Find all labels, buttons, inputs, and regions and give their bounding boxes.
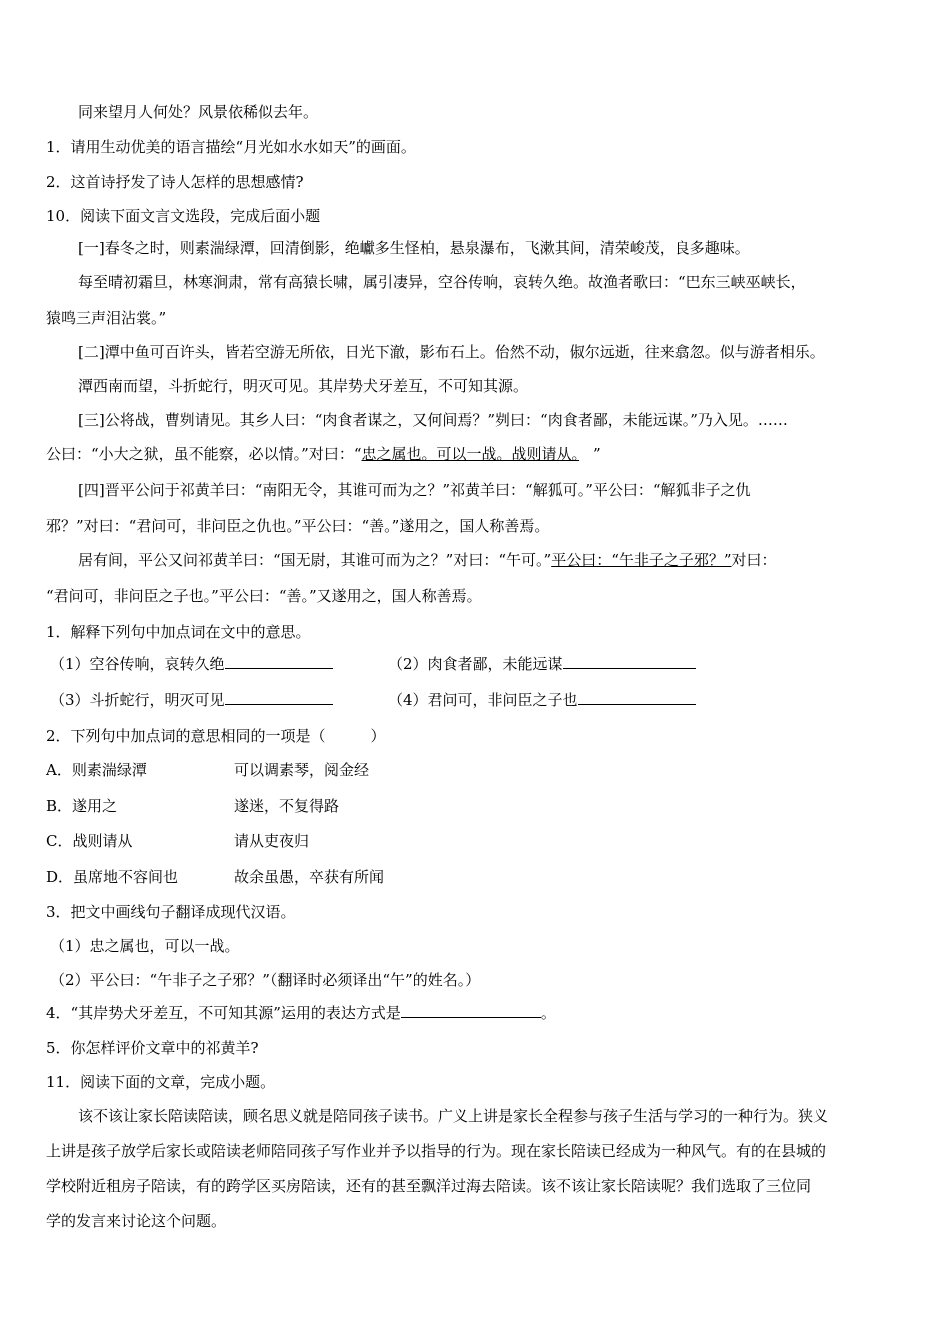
passage4-line2: 邪？”对曰：“君问可，非问臣之仇也。”平公曰：“善。”遂用之，国人称善焉。 xyxy=(46,517,550,535)
answer-blank[interactable] xyxy=(578,690,696,705)
option-c-right: 请从吏夜归 xyxy=(234,832,310,850)
sub1-item2 xyxy=(388,654,696,674)
option-c-left: C．战则请从 xyxy=(46,832,133,850)
sub4-text: 4．“其岸势犬牙差互，不可知其源”运用的表达方式是 xyxy=(46,1004,401,1022)
passage1-line1: [一]春冬之时，则素湍绿潭，回清倒影，绝巘多生怪柏，悬泉瀑布，飞漱其间，清荣峻茂，良多趣味。 xyxy=(78,239,750,257)
sub1-item3 xyxy=(50,690,333,710)
option-a-left: A．则素湍绿潭 xyxy=(46,761,147,779)
option-d-left: D．虽席地不容间也 xyxy=(46,868,179,886)
sub3-item1: （1）忠之属也，可以一战。 xyxy=(50,937,240,955)
passage1-line2: 每至晴初霜旦，林寒涧肃，常有高猿长啸，属引凄异，空谷传响，哀转久绝。故渔者歌曰：“巴东三峡巫峡长， xyxy=(78,273,806,291)
article-line3: 学校附近租房子陪读，有的跨学区买房陪读，还有的甚至飘洋过海去陪读。该不该让家长陪读呢？我们选取了三位同 xyxy=(46,1177,812,1195)
underlined-sentence-2: 平公曰：“午非子之子邪？” xyxy=(551,551,732,569)
passage3-close-quote: ” xyxy=(593,445,601,463)
passage3-line2 xyxy=(46,444,601,464)
passage4-line3 xyxy=(78,550,777,570)
passage3-line1: [三]公将战，曹刿请见。其乡人曰：“肉食者谋之，又何间焉？”刿曰：“肉食者鄙，未能远谋。”乃入见。…… xyxy=(78,411,788,429)
answer-blank[interactable] xyxy=(401,1003,541,1018)
passage4-reply: 对曰： xyxy=(731,551,777,569)
option-a-right: 可以调素琴，阅金经 xyxy=(234,761,370,779)
q10-heading: 10．阅读下面文言文选段，完成后面小题 xyxy=(46,207,321,225)
passage1-line3: 猿鸣三声泪沾裳。” xyxy=(46,309,167,327)
article-line4: 学的发言来讨论这个问题。 xyxy=(46,1212,227,1230)
option-b-right: 遂迷，不复得路 xyxy=(234,797,340,815)
underlined-sentence-1: 忠之属也。可以一战。战则请从。 xyxy=(361,445,580,463)
passage4-line1: [四]晋平公问于祁黄羊曰：“南阳无令，其谁可而为之？”祁黄羊曰：“解狐可。”平公曰：“解狐非子之仇 xyxy=(78,481,751,499)
sub1-item3-text: （3）斗折蛇行，明灭可见 xyxy=(50,691,225,709)
option-d-right: 故余虽愚，卒获有所闻 xyxy=(234,868,385,886)
answer-blank[interactable] xyxy=(225,690,333,705)
sub2-stem: 2．下列句中加点词的意思相同的一项是（ ） xyxy=(46,727,386,745)
sub4-end: 。 xyxy=(540,1004,556,1022)
sub1-item2-text: （2）肉食者鄙，未能远谋 xyxy=(388,655,563,673)
article-line1: 该不该让家长陪读陪读，顾名思义就是陪同孩子读书。广义上讲是家长全程参与孩子生活与学习的一种行为。狭义 xyxy=(78,1107,829,1125)
passage3-text: 公曰：“小大之狱，虽不能察，必以情。”对曰：“ xyxy=(46,445,362,463)
sub1-stem: 1．解释下列句中加点词在文中的意思。 xyxy=(46,623,311,641)
sub3-item2: （2）平公曰：“午非子之子邪？”（翻译时必须译出“午”的姓名。） xyxy=(50,971,481,989)
q11-heading: 11．阅读下面的文章，完成小题。 xyxy=(46,1073,276,1091)
answer-blank[interactable] xyxy=(225,654,333,669)
passage4-text: 居有间，平公又问祁黄羊曰：“国无尉，其谁可而为之？”对曰：“午可。” xyxy=(78,551,552,569)
passage2-line2: 潭西南而望，斗折蛇行，明灭可见。其岸势犬牙差互，不可知其源。 xyxy=(78,377,529,395)
sub5: 5．你怎样评价文章中的祁黄羊? xyxy=(46,1039,259,1057)
sub1-item4 xyxy=(388,690,696,710)
option-b-left: B．遂用之 xyxy=(46,797,118,815)
article-line2: 上讲是孩子放学后家长或陪读老师陪同孩子写作业并予以指导的行为。现在家长陪读已经成为一种风气。有的在县城的 xyxy=(46,1142,827,1160)
sub1-item1 xyxy=(50,654,333,674)
sub4 xyxy=(46,1003,556,1023)
passage4-line4: “君问可，非问臣之子也。”平公曰：“善。”又遂用之，国人称善焉。 xyxy=(46,587,482,605)
sub3-stem: 3．把文中画线句子翻译成现代汉语。 xyxy=(46,903,296,921)
poem-last-line: 同来望月人何处？风景依稀似去年。 xyxy=(78,103,319,121)
sub1-item4-text: （4）君问可，非问臣之子也 xyxy=(388,691,578,709)
q9-sub2: 2．这首诗抒发了诗人怎样的思想感情? xyxy=(46,173,304,191)
answer-blank[interactable] xyxy=(563,654,696,669)
sub1-item1-text: （1）空谷传响，哀转久绝 xyxy=(50,655,225,673)
q9-sub1: 1．请用生动优美的语言描绘“月光如水水如天”的画面。 xyxy=(46,138,416,156)
passage2-line1: [二]潭中鱼可百许头，皆若空游无所依，日光下澈，影布石上。佁然不动，俶尔远逝，往来翕忽。似与游者相乐。 xyxy=(78,343,825,361)
